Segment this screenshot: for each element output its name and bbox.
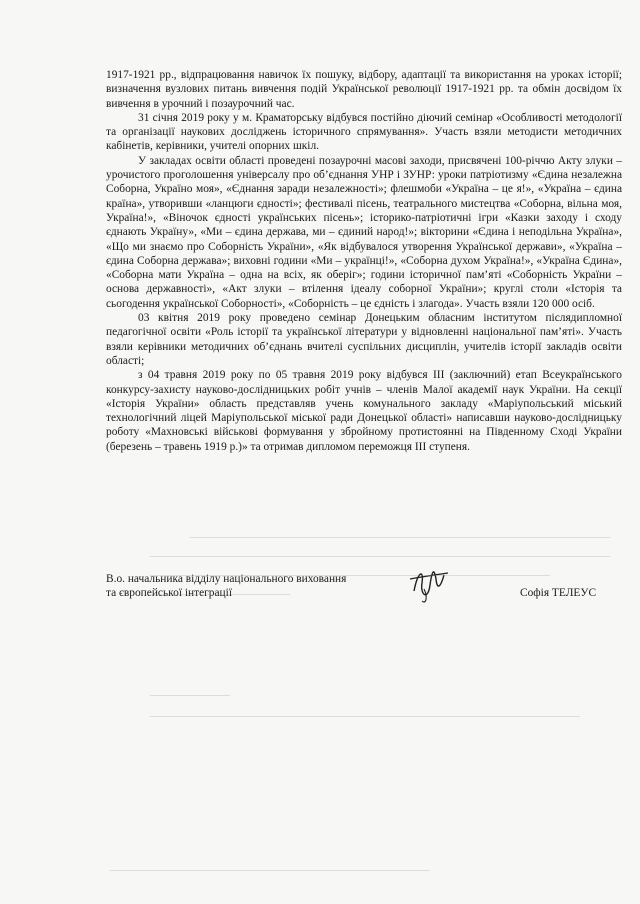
bleed-through-text [150,525,610,615]
paragraph: 03 квітня 2019 року проведено семінар Донецьким обласним інститутом післядипломної педагогічної освіти «Роль історії та української літератури у відновленні національної пам’яті». Участь взяли керівники методичних об’єднань вчителі суспільних дисциплін, учителів історії закладів освіти області; [106,312,622,367]
bleed-through-stamp [150,685,580,725]
paragraph: У закладах освіти області проведені позаурочні масові заходи, присвячені 100-річчю Акту злуки – урочистого проголошення універсалу про об’єднання УНР і ЗУНР: уроки патріотизму «Єдина незалежна Соборна, Україно моя», «Єднання заради незалежності»; флешмоби «Україна – це я!», «Україна – єдина країна», утворивши «ланцюги єдності»; фестивалі пісень, театрального мистецтва «Соборна, вільна моя, Україна!», «Віночок єдності українських пісень»; історико-патріотичні ігри «Казки заходу і сходу єднають Україну», «Ми – єдина держава, ми – єдиний народ!»; вікторини «Єдина і неподільна Україна», «Що ми знаємо про Соборність України», «Як відбувалося утворення Української держави», «Україна – єдина Соборна держава»; виховні години «Ми – українці!», «Соборна духом Україна!», «Україна Єдина», «Соборна мати Україна – одна на всіх, як оберіг»; години історичної пам’яті «Соборність України – основа державності», «Акт злуки – втілення ідеалу соборної України»; круглі столи «Історія та сьогодення української Соборності», «Соборність – це єдність і злагода». Участь взяли 120 000 осіб. [106,154,622,310]
paragraph: 1917-1921 рр., відпрацювання навичок їх пошуку, відбору, адаптації та використання на уроках історії; визначення вузлових питань вивчення подій Української революції 1917-1921 рр. та обмін досвідом їх вивчення в урочний і позаурочний час. [106,69,622,110]
paragraph: з 04 травня 2019 року по 05 травня 2019 року відбувся ІІІ (заключний) етап Всеукраїнського конкурсу-захисту науково-дослідницьких робіт учнів – членів Малої академії наук України. На секції «Історія України» область представляв учень комунального закладу «Маріупольський міський технологічний ліцей Маріупольської міської ради Донецької області» написавши науково-дослідницьку роботу «Махновські військові формування у збройному протистоянні на Південному Сході України (березень – травень 1919 р.)» та отримав дипломом переможця ІІІ ступеня. [106,369,622,453]
paragraph: 31 січня 2019 року у м. Краматорську відбувся постійно діючий семінар «Особливості методології та організації наукових досліджень історичного спрямування». Участь взяли методисти методичних кабінетів, керівники, учителі опорних шкіл. [106,111,622,153]
bleed-through-footer [110,860,430,880]
signatory-position-line: та європейської інтеграції [106,587,232,600]
signatory-name: Софія ТЕЛЕУС [520,587,597,599]
document-body [106,68,622,454]
signatory-position-line: В.о. начальника відділу національного виховання [106,573,347,585]
